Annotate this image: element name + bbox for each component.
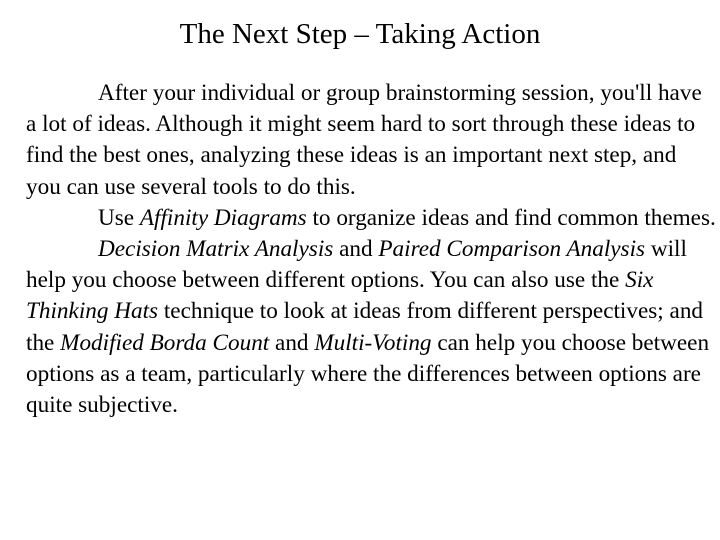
italic-term: Six Thinking Hats bbox=[26, 267, 654, 325]
text-run: can help you choose between options as a team, particularly where the differences between options are quite subjective. bbox=[26, 329, 710, 419]
paragraph-intro bbox=[26, 78, 716, 203]
text-run: and bbox=[269, 329, 315, 356]
page-title: The Next Step – Taking Action bbox=[179, 18, 541, 50]
italic-term: Paired Comparison Analysis bbox=[378, 236, 646, 263]
text-run: will help you choose between different options. You can also use the bbox=[26, 236, 687, 294]
italic-term: Multi-Voting bbox=[314, 329, 432, 356]
italic-term: Modified Borda Count bbox=[60, 329, 270, 356]
italic-term: Decision Matrix Analysis bbox=[98, 236, 334, 263]
text-run: technique to look at ideas from different perspectives; and the bbox=[26, 298, 704, 356]
text-run: After your individual or group brainstorming session, you'll have a lot of ideas. Although it might seem hard to sort through these ideas to find the best ones, analyzing these ideas is an important next step, and you can use several tools to do this. bbox=[26, 80, 702, 200]
paragraph-affinity-diagrams bbox=[26, 203, 716, 234]
text-run: to organize ideas and find common themes. bbox=[306, 204, 716, 231]
text-run: and bbox=[333, 236, 379, 263]
document-body bbox=[26, 78, 716, 421]
italic-term: Affinity Diagrams bbox=[139, 204, 307, 231]
paragraph-decision-tools bbox=[26, 234, 716, 421]
text-run: Use bbox=[98, 204, 140, 231]
